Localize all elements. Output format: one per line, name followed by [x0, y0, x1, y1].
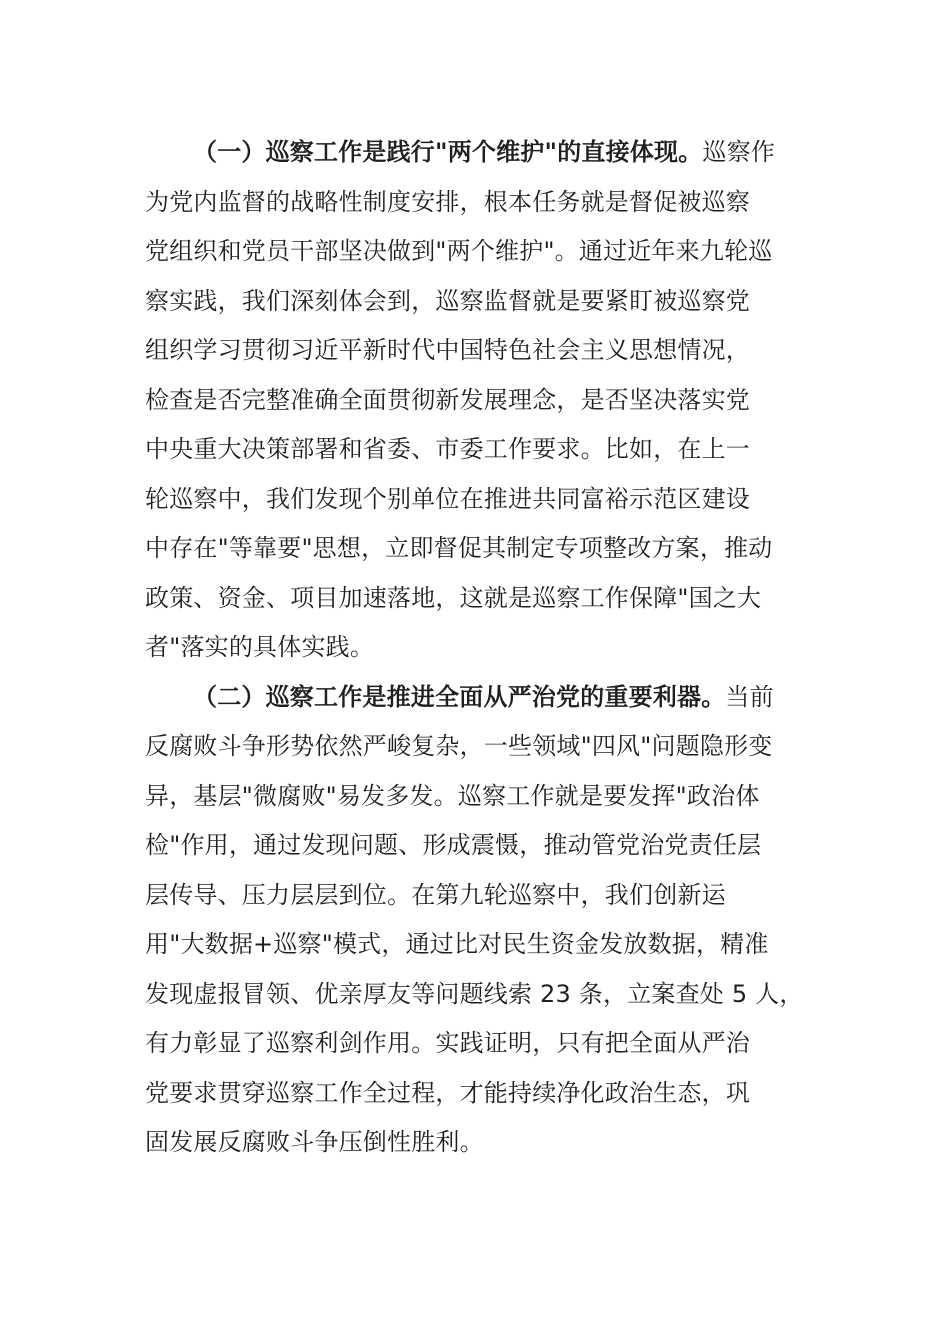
section1-line: 察实践，我们深刻体会到，巡察监督就是要紧盯被巡察党 [145, 286, 750, 315]
section1-line: 中存在"等靠要"思想，立即督促其制定专项整改方案，推动 [145, 534, 773, 562]
section1-line: 者"落实的具体实践。 [145, 633, 375, 661]
section1-first-line [145, 128, 825, 178]
section2-line: 检"作用，通过发现问题、形成震慑，推动管党治党责任层 [145, 831, 762, 859]
section2-line: 固发展反腐败斗争压倒性胜利。 [145, 1128, 484, 1156]
section1-line: 党组织和党员干部坚决做到"两个维护"。通过近年来九轮巡 [145, 237, 773, 265]
section1-line: 为党内监督的战略性制度安排，根本任务就是督促被巡察 [145, 187, 750, 216]
section2-first-line-text: 当前 [725, 682, 774, 711]
document-body [145, 128, 825, 1168]
section2-line: 反腐败斗争形势依然严峻复杂，一些领域"四风"问题隐形变 [145, 732, 773, 760]
section1-first-line-text: 巡察作 [702, 138, 776, 166]
section1-heading: （一）巡察工作是践行"两个维护"的直接体现。 [193, 138, 703, 166]
section2-line: 层传导、压力层层到位。在第九轮巡察中，我们创新运 [145, 880, 726, 909]
section2-heading: （二）巡察工作是推进全面从严治党的重要利器。 [193, 682, 726, 711]
section1-line: 组织学习贯彻习近平新时代中国特色社会主义思想情况， [145, 336, 750, 364]
section1-line: 检查是否完整准确全面贯彻新发展理念，是否坚决落实党 [145, 385, 750, 414]
section1-line: 政策、资金、项目加速落地，这就是巡察工作保障"国之大 [145, 583, 762, 612]
section2-line: 有力彰显了巡察利剑作用。实践证明，只有把全面从严治 [145, 1029, 750, 1057]
section2-line: 发现虚报冒领、优亲厚友等问题线索 23 条，立案查处 5 人， [145, 979, 804, 1008]
section1-line: 中央重大决策部署和省委、市委工作要求。比如，在上一 [145, 435, 750, 463]
section1-line: 轮巡察中，我们发现个别单位在推进共同富裕示范区建设 [145, 484, 750, 513]
section2-line: 用"大数据+巡察"模式，通过比对民生资金发放数据，精准 [145, 930, 769, 958]
section2-line: 异，基层"微腐败"易发多发。巡察工作就是要发挥"政治体 [145, 781, 760, 810]
section2-line: 党要求贯穿巡察工作全过程，才能持续净化政治生态，巩 [145, 1078, 750, 1107]
section2-first-line [145, 673, 825, 723]
